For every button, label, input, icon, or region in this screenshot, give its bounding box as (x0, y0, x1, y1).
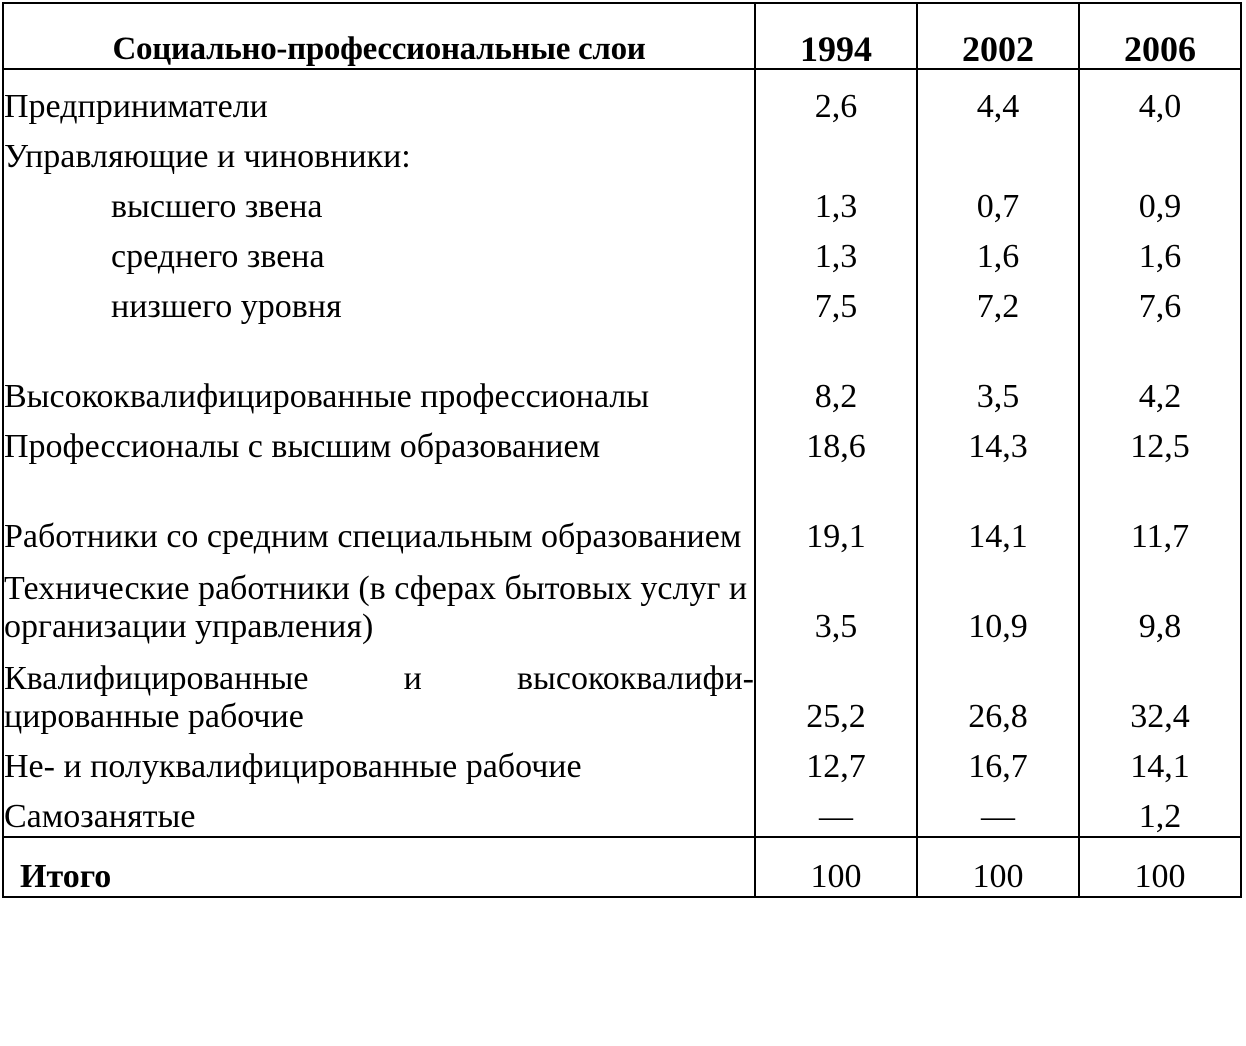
cell-2006: 9,8 (1079, 556, 1241, 646)
cell-2002: 10,9 (917, 556, 1079, 646)
cell-1994: 7,5 (755, 276, 917, 326)
total-row (3, 837, 1241, 897)
cell-2006: 1,6 (1079, 226, 1241, 276)
cell-1994: 18,6 (755, 416, 917, 466)
header-year-1994: 1994 (755, 3, 917, 69)
row-label: Управляющие и чиновники: (4, 138, 411, 175)
row-label: Не- и полуквалифицированные рабочие (4, 748, 582, 785)
header-year-2002: 2002 (917, 3, 1079, 69)
cell-2002: 7,2 (917, 276, 1079, 326)
table-row (3, 466, 1241, 556)
table-row (3, 69, 1241, 126)
cell-2006: 14,1 (1079, 736, 1241, 786)
table-row (3, 646, 1241, 736)
cell-1994: 19,1 (755, 466, 917, 556)
cell-1994: 8,2 (755, 326, 917, 416)
table-row (3, 326, 1241, 416)
cell-1994 (755, 126, 917, 176)
cell-2006: 1,2 (1079, 786, 1241, 837)
row-label: Высококвалифицированные профессионалы (4, 378, 650, 415)
row-label: Квалифицированные и высококвалифи-цированные рабочие (4, 660, 754, 735)
cell-2002 (917, 126, 1079, 176)
table-row (3, 416, 1241, 466)
table-row (3, 556, 1241, 646)
table-row (3, 276, 1241, 326)
cell-2002: 1,6 (917, 226, 1079, 276)
header-year-2006: 2006 (1079, 3, 1241, 69)
cell-2002: 16,7 (917, 736, 1079, 786)
cell-2006: 12,5 (1079, 416, 1241, 466)
row-label: Предприниматели (4, 88, 268, 125)
total-label: Итого (3, 837, 755, 897)
cell-2002: — (917, 786, 1079, 837)
table-row (3, 126, 1241, 176)
row-label: Профессионалы с высшим образованием (4, 428, 601, 465)
row-label: Работники со средним специальным образованием (4, 518, 742, 555)
cell-1994: 3,5 (755, 556, 917, 646)
cell-1994: 1,3 (755, 226, 917, 276)
row-label: высшего звена (111, 188, 323, 225)
cell-2002: 14,3 (917, 416, 1079, 466)
cell-2002: 4,4 (917, 69, 1079, 126)
cell-2006: 32,4 (1079, 646, 1241, 736)
row-label: среднего звена (111, 238, 325, 275)
cell-2002: 0,7 (917, 176, 1079, 226)
cell-2006: 4,0 (1079, 69, 1241, 126)
social-strata-table (2, 2, 1242, 898)
table-row (3, 786, 1241, 837)
table-row (3, 176, 1241, 226)
header-row (3, 3, 1241, 69)
cell-1994: 2,6 (755, 69, 917, 126)
cell-2006 (1079, 126, 1241, 176)
cell-2002: 26,8 (917, 646, 1079, 736)
row-label: низшего уровня (111, 288, 342, 325)
row-label: Самозанятые (4, 798, 196, 835)
table-row (3, 736, 1241, 786)
cell-2006: 0,9 (1079, 176, 1241, 226)
cell-1994: 1,3 (755, 176, 917, 226)
cell-2006: 11,7 (1079, 466, 1241, 556)
cell-1994: 12,7 (755, 736, 917, 786)
cell-2002: 3,5 (917, 326, 1079, 416)
cell-2006: 7,6 (1079, 276, 1241, 326)
row-label: Технические работники (в сферах бытовых услуг и организации управления) (4, 570, 748, 645)
header-strata: Социально-профессиональные слои (3, 3, 755, 69)
cell-2006: 4,2 (1079, 326, 1241, 416)
cell-1994: 25,2 (755, 646, 917, 736)
cell-2002: 14,1 (917, 466, 1079, 556)
total-2006: 100 (1079, 837, 1241, 897)
total-2002: 100 (917, 837, 1079, 897)
cell-1994: — (755, 786, 917, 837)
total-1994: 100 (755, 837, 917, 897)
table-row (3, 226, 1241, 276)
